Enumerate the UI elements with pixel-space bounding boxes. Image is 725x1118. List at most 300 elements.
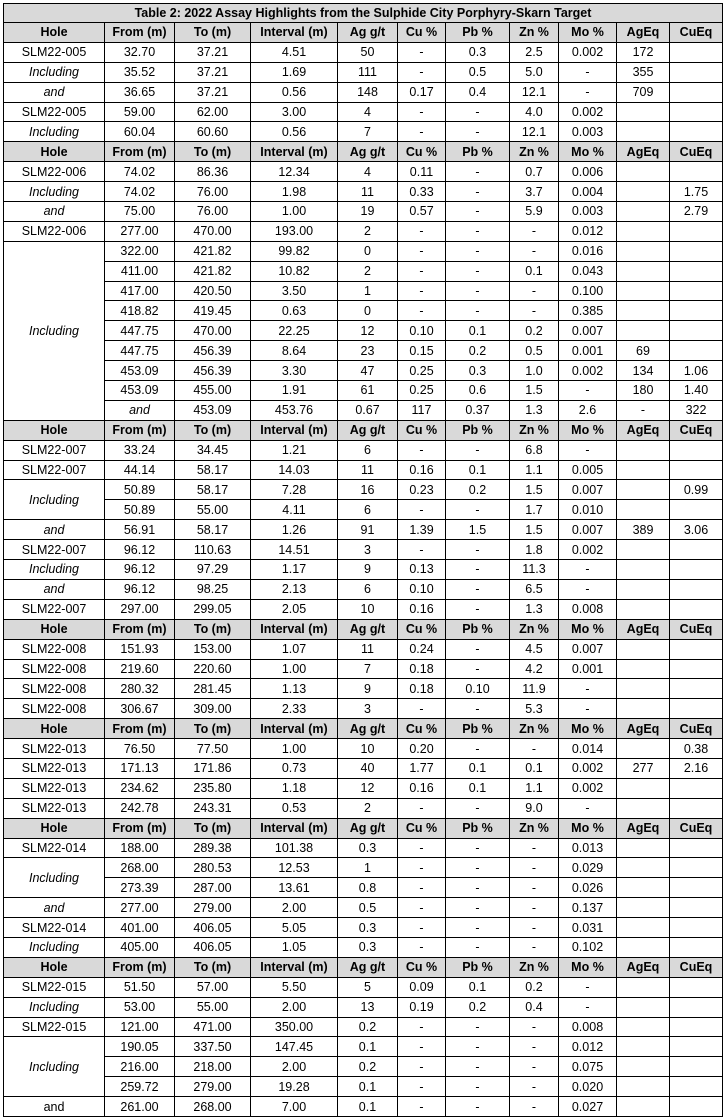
cell-to: 456.39	[175, 341, 251, 361]
cell-cu: -	[398, 102, 446, 122]
cell-pb: 0.1	[446, 977, 510, 997]
cell-mo: 0.002	[559, 361, 617, 381]
cell-zn: -	[510, 281, 559, 301]
cell-hole: and	[4, 202, 105, 222]
header-pb: Pb %	[446, 142, 510, 162]
header-zn: Zn %	[510, 420, 559, 440]
cell-ageq	[617, 739, 670, 759]
cell-mo: 0.002	[559, 540, 617, 560]
cell-mo: 0.027	[559, 1097, 617, 1117]
cell-from: 121.00	[105, 1017, 175, 1037]
cell-pb: 0.5	[446, 62, 510, 82]
cell-hole: and	[105, 400, 175, 420]
cell-cu: -	[398, 122, 446, 142]
cell-cueq	[670, 679, 723, 699]
cell-cu: 0.24	[398, 639, 446, 659]
cell-interval: 7.28	[251, 480, 338, 500]
cell-zn: -	[510, 858, 559, 878]
cell-from: 74.02	[105, 182, 175, 202]
cell-to: 281.45	[175, 679, 251, 699]
cell-cu: 0.57	[398, 202, 446, 222]
header-from: From (m)	[105, 23, 175, 43]
cell-ag: 10	[338, 739, 398, 759]
cell-cueq	[670, 997, 723, 1017]
cell-cueq: 2.79	[670, 202, 723, 222]
cell-cueq	[670, 321, 723, 341]
cell-cueq	[670, 937, 723, 957]
cell-zn: 1.5	[510, 381, 559, 401]
cell-zn: 1.5	[510, 520, 559, 540]
cell-cu: 0.37	[446, 400, 510, 420]
cell-pb: -	[446, 1077, 510, 1097]
table-row	[4, 778, 723, 798]
header-hole: Hole	[4, 23, 105, 43]
cell-zn: 0.5	[510, 341, 559, 361]
cell-from: 405.00	[105, 937, 175, 957]
header-row	[4, 619, 723, 639]
cell-hole: SLM22-015	[4, 977, 105, 997]
cell-mo: 0.007	[559, 520, 617, 540]
cell-to: 76.00	[175, 202, 251, 222]
cell-mo: 0.008	[559, 599, 617, 619]
cell-ag: 0.3	[338, 838, 398, 858]
cell-pb: -	[446, 241, 510, 261]
cell-from: 60.04	[105, 122, 175, 142]
cell-cu: 1.39	[398, 520, 446, 540]
cell-hole: SLM22-014	[4, 918, 105, 938]
cell-from: 447.75	[105, 321, 175, 341]
cell-hole: SLM22-013	[4, 778, 105, 798]
cell-interval: 1.00	[251, 739, 338, 759]
table-row	[4, 102, 723, 122]
cell-pb: 0.1	[446, 460, 510, 480]
header-row	[4, 818, 723, 838]
table-row	[4, 341, 723, 361]
cell-mo: 0.007	[559, 639, 617, 659]
cell-ag: 3	[338, 699, 398, 719]
cell-mo: 0.013	[559, 838, 617, 858]
cell-mo: -	[559, 977, 617, 997]
cell-cueq	[670, 1077, 723, 1097]
cell-pb: 0.1	[446, 758, 510, 778]
cell-ageq	[617, 918, 670, 938]
cell-ageq	[617, 102, 670, 122]
header-to: To (m)	[175, 719, 251, 739]
cell-cu: -	[398, 301, 446, 321]
cell-cueq	[670, 977, 723, 997]
cell-to: 470.00	[175, 321, 251, 341]
cell-ag: 117	[398, 400, 446, 420]
cell-pb: 1.3	[510, 400, 559, 420]
cell-zn: 1.0	[510, 361, 559, 381]
header-to: To (m)	[175, 23, 251, 43]
cell-ag: 1	[338, 858, 398, 878]
cell-interval: 2.00	[251, 898, 338, 918]
cell-mo: 0.003	[559, 122, 617, 142]
cell-zn: 0.2	[510, 977, 559, 997]
cell-zn: -	[510, 1017, 559, 1037]
cell-zn: 12.1	[510, 122, 559, 142]
cell-interval: 12.34	[251, 162, 338, 182]
cell-ageq: 389	[617, 520, 670, 540]
cell-to: 153.00	[175, 639, 251, 659]
cell-interval: 1.98	[251, 182, 338, 202]
cell-to: 280.53	[175, 858, 251, 878]
table-row	[4, 798, 723, 818]
cell-cueq	[670, 579, 723, 599]
cell-ageq	[617, 1017, 670, 1037]
cell-cueq	[670, 1037, 723, 1057]
cell-hole: and	[4, 520, 105, 540]
cell-interval: 1.18	[251, 778, 338, 798]
header-to: To (m)	[175, 818, 251, 838]
header-hole: Hole	[4, 142, 105, 162]
cell-pb: -	[446, 639, 510, 659]
cell-pb: -	[446, 221, 510, 241]
cell-hole: SLM22-008	[4, 679, 105, 699]
cell-ageq: 134	[617, 361, 670, 381]
cell-ag: 111	[338, 62, 398, 82]
cell-from: 96.12	[105, 540, 175, 560]
cell-hole: Including	[4, 182, 105, 202]
cell-zn: 12.1	[510, 82, 559, 102]
cell-mo: -	[617, 400, 670, 420]
header-pb: Pb %	[446, 818, 510, 838]
cell-ag: 61	[338, 381, 398, 401]
cell-interval: 1.00	[251, 202, 338, 222]
cell-hole: Including	[4, 241, 105, 420]
cell-pb: 1.5	[446, 520, 510, 540]
cell-zn: 1.7	[510, 500, 559, 520]
header-ageq: AgEq	[617, 23, 670, 43]
cell-cu: -	[398, 838, 446, 858]
header-zn: Zn %	[510, 957, 559, 977]
cell-mo: -	[559, 699, 617, 719]
header-ag: Ag g/t	[338, 957, 398, 977]
cell-zn: 3.7	[510, 182, 559, 202]
cell-interval: 2.13	[251, 579, 338, 599]
header-cueq: CuEq	[670, 142, 723, 162]
cell-mo: -	[559, 679, 617, 699]
cell-ageq	[617, 977, 670, 997]
cell-mo: 0.010	[559, 500, 617, 520]
cell-interval: 10.82	[251, 261, 338, 281]
cell-ageq: 277	[617, 758, 670, 778]
table-row	[4, 1017, 723, 1037]
cell-zn: 2.6	[559, 400, 617, 420]
cell-from: 74.02	[105, 162, 175, 182]
cell-to: 456.39	[175, 361, 251, 381]
cell-to: 289.38	[175, 838, 251, 858]
cell-to: 55.00	[175, 500, 251, 520]
table-row	[4, 500, 723, 520]
cell-mo: 0.043	[559, 261, 617, 281]
cell-zn: -	[510, 878, 559, 898]
cell-to: 268.00	[175, 1097, 251, 1117]
header-row	[4, 957, 723, 977]
cell-cu: 0.11	[398, 162, 446, 182]
cell-from: 322.00	[105, 241, 175, 261]
cell-ag: 0	[338, 241, 398, 261]
cell-to: 86.36	[175, 162, 251, 182]
cell-hole: SLM22-006	[4, 221, 105, 241]
cell-from: 453.09	[105, 381, 175, 401]
cell-cu: 0.25	[398, 381, 446, 401]
header-mo: Mo %	[559, 719, 617, 739]
cell-interval: 1.05	[251, 937, 338, 957]
cell-mo: 0.004	[559, 182, 617, 202]
cell-zn: 4.5	[510, 639, 559, 659]
cell-to: 420.50	[175, 281, 251, 301]
cell-zn: -	[510, 1097, 559, 1117]
table-row	[4, 679, 723, 699]
cell-cueq	[670, 778, 723, 798]
cell-cu: -	[398, 241, 446, 261]
table-row	[4, 659, 723, 679]
cell-pb: -	[446, 261, 510, 281]
cell-zn: 1.5	[510, 480, 559, 500]
table-row	[4, 361, 723, 381]
cell-interval: 3.30	[251, 361, 338, 381]
cell-to: 243.31	[175, 798, 251, 818]
header-from: From (m)	[105, 957, 175, 977]
cell-interval: 0.53	[251, 798, 338, 818]
header-ageq: AgEq	[617, 818, 670, 838]
cell-from: 216.00	[105, 1057, 175, 1077]
cell-cu: -	[398, 898, 446, 918]
cell-mo: 0.006	[559, 162, 617, 182]
cell-to: 279.00	[175, 898, 251, 918]
cell-zn: 4.0	[510, 102, 559, 122]
cell-ageq	[617, 480, 670, 500]
cell-to: 37.21	[175, 82, 251, 102]
cell-cu: -	[398, 699, 446, 719]
cell-ag: 40	[338, 758, 398, 778]
cell-interval: 8.64	[251, 341, 338, 361]
cell-interval: 1.07	[251, 639, 338, 659]
cell-cueq	[670, 798, 723, 818]
cell-interval: 5.05	[251, 918, 338, 938]
cell-to: 235.80	[175, 778, 251, 798]
cell-zn: 5.9	[510, 202, 559, 222]
table-row	[4, 599, 723, 619]
cell-ageq	[617, 241, 670, 261]
table-row	[4, 560, 723, 580]
cell-cueq	[670, 1057, 723, 1077]
cell-cueq	[670, 460, 723, 480]
table-row	[4, 202, 723, 222]
cell-to: 98.25	[175, 579, 251, 599]
cell-to: 299.05	[175, 599, 251, 619]
cell-pb: -	[446, 599, 510, 619]
cell-pb: -	[446, 878, 510, 898]
cell-mo: 0.012	[559, 1037, 617, 1057]
cell-mo: -	[559, 440, 617, 460]
cell-zn: -	[510, 221, 559, 241]
cell-from: 268.00	[105, 858, 175, 878]
cell-to: 58.17	[175, 460, 251, 480]
assay-highlights-table	[3, 3, 723, 1117]
table-body	[4, 23, 723, 1117]
cell-ageq	[617, 182, 670, 202]
cell-cu: 0.33	[398, 182, 446, 202]
table-row	[4, 579, 723, 599]
cell-interval: 0.56	[251, 82, 338, 102]
header-hole: Hole	[4, 719, 105, 739]
cell-to: 406.05	[175, 937, 251, 957]
cell-ageq	[617, 1037, 670, 1057]
cell-pb: -	[446, 440, 510, 460]
cell-ag: 47	[338, 361, 398, 381]
cell-ag: 1	[338, 281, 398, 301]
cell-pb: 0.3	[446, 361, 510, 381]
cell-hole: Including	[4, 62, 105, 82]
cell-ageq	[617, 579, 670, 599]
cell-ag: 0.1	[338, 1097, 398, 1117]
table-row	[4, 540, 723, 560]
header-row	[4, 142, 723, 162]
cell-mo: -	[559, 381, 617, 401]
cell-pb: -	[446, 1017, 510, 1037]
cell-zn: -	[510, 898, 559, 918]
cell-pb: -	[446, 1057, 510, 1077]
header-row	[4, 420, 723, 440]
header-ag: Ag g/t	[338, 420, 398, 440]
table-row	[4, 62, 723, 82]
cell-cu: -	[398, 918, 446, 938]
cell-ageq	[617, 122, 670, 142]
header-ageq: AgEq	[617, 957, 670, 977]
cell-cu: -	[398, 62, 446, 82]
cell-hole: SLM22-007	[4, 599, 105, 619]
cell-cueq	[670, 102, 723, 122]
header-from: From (m)	[105, 719, 175, 739]
cell-mo: -	[559, 997, 617, 1017]
cell-interval: 2.05	[251, 599, 338, 619]
header-interval: Interval (m)	[251, 420, 338, 440]
cell-ageq	[617, 440, 670, 460]
cell-to: 455.00	[175, 381, 251, 401]
cell-cu: -	[398, 440, 446, 460]
cell-pb: -	[446, 838, 510, 858]
cell-hole: and	[4, 1097, 105, 1117]
cell-cueq	[670, 560, 723, 580]
cell-hole: SLM22-006	[4, 162, 105, 182]
cell-ag: 19	[338, 202, 398, 222]
cell-to: 57.00	[175, 977, 251, 997]
cell-mo: -	[559, 798, 617, 818]
table-row	[4, 221, 723, 241]
cell-ag: 0.3	[338, 937, 398, 957]
header-interval: Interval (m)	[251, 719, 338, 739]
cell-to: 453.76	[251, 400, 338, 420]
cell-to: 58.17	[175, 520, 251, 540]
cell-ageq: 355	[617, 62, 670, 82]
cell-from: 188.00	[105, 838, 175, 858]
cell-to: 406.05	[175, 918, 251, 938]
cell-ag: 10	[338, 599, 398, 619]
cell-from: 190.05	[105, 1037, 175, 1057]
cell-cu: 0.25	[398, 361, 446, 381]
cell-ag: 6	[338, 579, 398, 599]
table-row	[4, 858, 723, 878]
cell-zn: -	[510, 838, 559, 858]
cell-hole: Including	[4, 858, 105, 898]
cell-pb: -	[446, 858, 510, 878]
header-zn: Zn %	[510, 619, 559, 639]
cell-cueq	[670, 918, 723, 938]
cell-pb: -	[446, 182, 510, 202]
cell-interval: 1.26	[251, 520, 338, 540]
table-row	[4, 400, 723, 420]
cell-ageq	[617, 1077, 670, 1097]
cell-ag: 9	[338, 560, 398, 580]
cell-to: 471.00	[175, 1017, 251, 1037]
cell-pb: -	[446, 500, 510, 520]
cell-from: 96.12	[105, 579, 175, 599]
cell-cueq: 1.40	[670, 381, 723, 401]
header-pb: Pb %	[446, 719, 510, 739]
cell-ageq	[617, 937, 670, 957]
cell-ageq	[617, 321, 670, 341]
header-zn: Zn %	[510, 142, 559, 162]
cell-cueq	[670, 599, 723, 619]
table-row	[4, 440, 723, 460]
cell-pb: -	[446, 739, 510, 759]
table-row	[4, 1037, 723, 1057]
header-mo: Mo %	[559, 818, 617, 838]
cell-ageq: 69	[617, 341, 670, 361]
cell-ageq	[617, 1057, 670, 1077]
cell-from: 56.91	[105, 520, 175, 540]
header-hole: Hole	[4, 957, 105, 977]
cell-ag: 50	[338, 42, 398, 62]
cell-to: 279.00	[175, 1077, 251, 1097]
header-ag: Ag g/t	[338, 719, 398, 739]
cell-cueq	[670, 241, 723, 261]
cell-zn: 6.8	[510, 440, 559, 460]
cell-to: 470.00	[175, 221, 251, 241]
cell-from: 261.00	[105, 1097, 175, 1117]
header-to: To (m)	[175, 957, 251, 977]
table-row	[4, 918, 723, 938]
cell-mo: 0.014	[559, 739, 617, 759]
cell-pb: -	[446, 918, 510, 938]
header-to: To (m)	[175, 142, 251, 162]
cell-ag: 5	[338, 977, 398, 997]
header-cueq: CuEq	[670, 957, 723, 977]
cell-from: 32.70	[105, 42, 175, 62]
table-row	[4, 82, 723, 102]
table-row	[4, 182, 723, 202]
table-row	[4, 122, 723, 142]
header-to: To (m)	[175, 619, 251, 639]
cell-mo: 0.102	[559, 937, 617, 957]
table-row	[4, 997, 723, 1017]
cell-pb: -	[446, 1037, 510, 1057]
cell-zn: 11.9	[510, 679, 559, 699]
cell-mo: -	[559, 560, 617, 580]
cell-cueq	[670, 62, 723, 82]
cell-cu: 0.20	[398, 739, 446, 759]
cell-ag: 3	[338, 540, 398, 560]
cell-interval: 22.25	[251, 321, 338, 341]
cell-zn: -	[510, 937, 559, 957]
cell-cu: 0.09	[398, 977, 446, 997]
cell-pb: -	[446, 798, 510, 818]
cell-ag: 91	[338, 520, 398, 540]
cell-ageq: 180	[617, 381, 670, 401]
